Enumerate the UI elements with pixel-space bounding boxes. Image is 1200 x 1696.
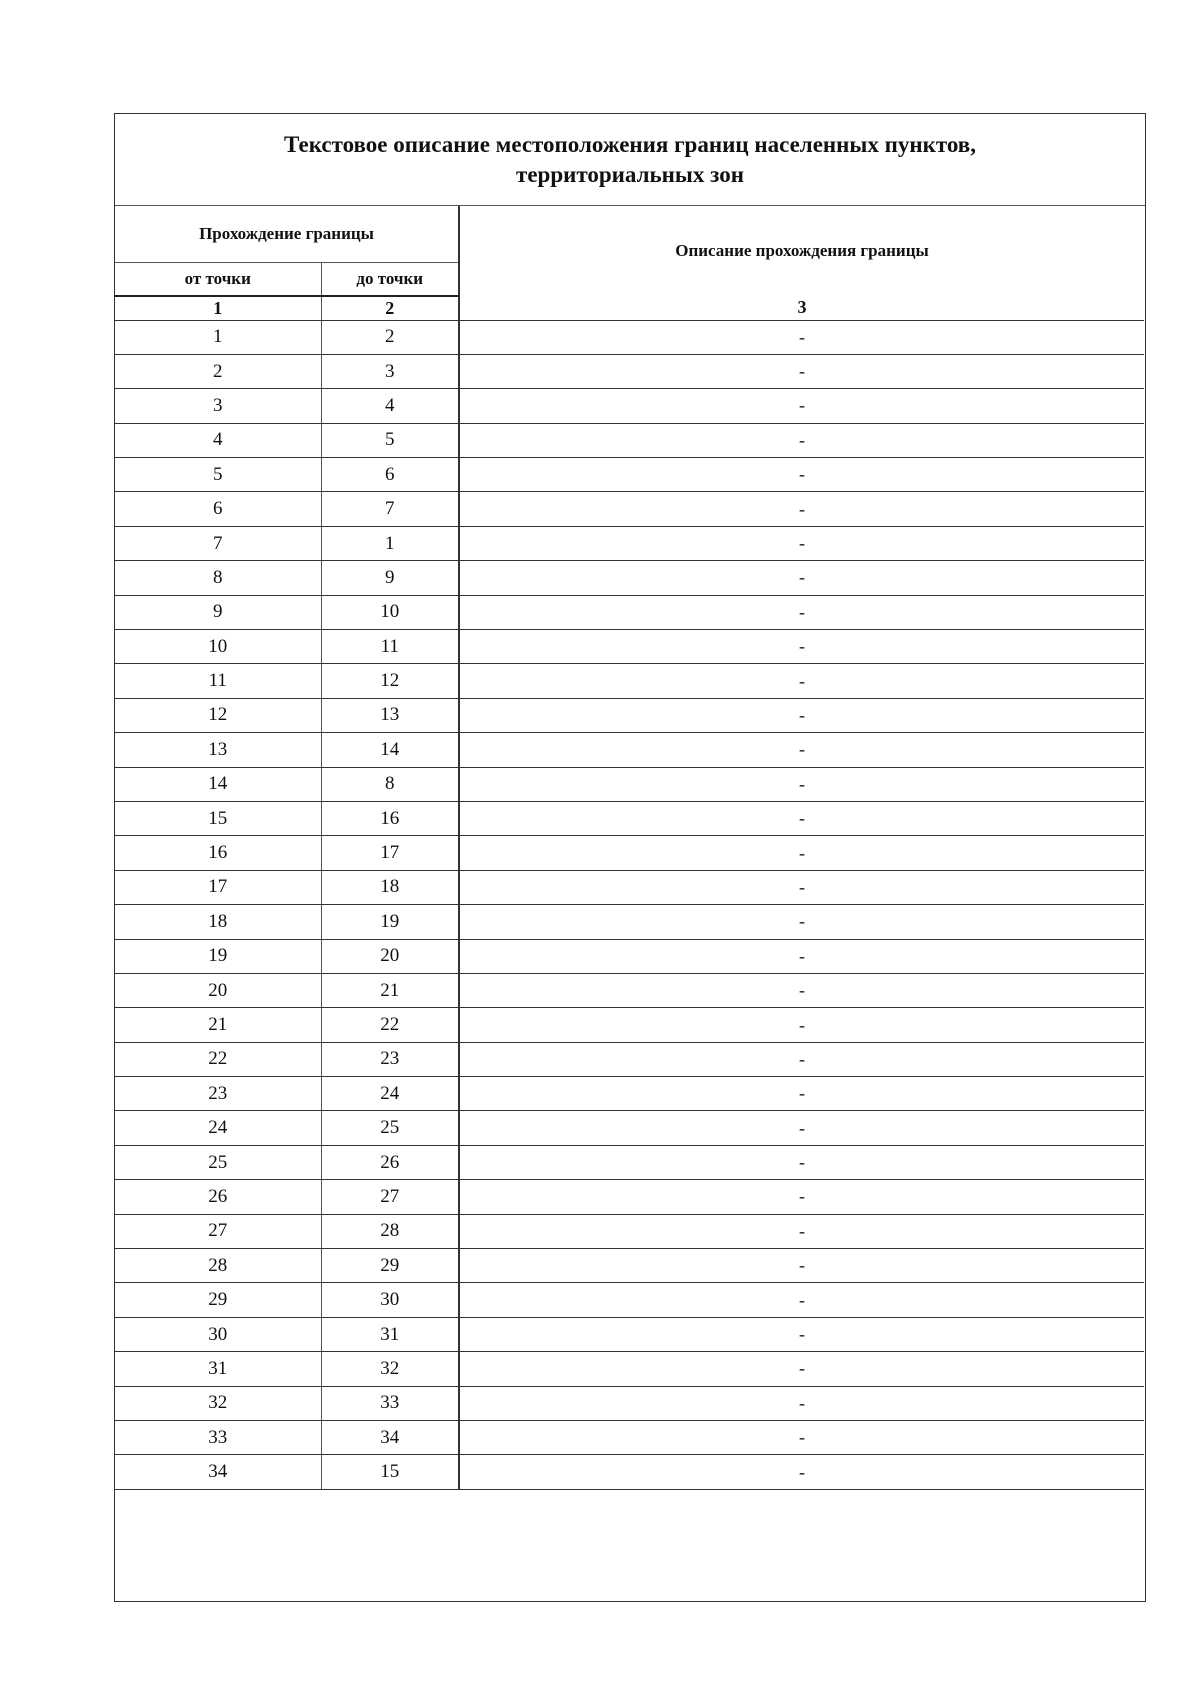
from-point-cell: 22: [115, 1042, 321, 1076]
to-point-cell: 3: [321, 354, 459, 388]
table-row: [115, 458, 1144, 492]
table-row: [115, 561, 1144, 595]
from-point-cell: 20: [115, 973, 321, 1007]
description-cell: -: [459, 836, 1144, 870]
table-row: [115, 1283, 1144, 1317]
description-cell: -: [459, 767, 1144, 801]
table-row: [115, 767, 1144, 801]
from-point-cell: 32: [115, 1386, 321, 1420]
from-point-cell: 24: [115, 1111, 321, 1145]
description-cell: -: [459, 939, 1144, 973]
from-point-cell: 18: [115, 905, 321, 939]
to-point-cell: 13: [321, 698, 459, 732]
table-row: [115, 630, 1144, 664]
table-row: [115, 1249, 1144, 1283]
table-body: [115, 320, 1144, 1489]
description-cell: -: [459, 801, 1144, 835]
table-row: [115, 389, 1144, 423]
description-cell: -: [459, 389, 1144, 423]
to-point-cell: 31: [321, 1317, 459, 1351]
description-cell: -: [459, 905, 1144, 939]
table-row: [115, 1042, 1144, 1076]
from-point-cell: 25: [115, 1145, 321, 1179]
to-point-cell: 29: [321, 1249, 459, 1283]
from-point-cell: 33: [115, 1421, 321, 1455]
from-point-cell: 6: [115, 492, 321, 526]
from-point-cell: 7: [115, 526, 321, 560]
table-row: [115, 595, 1144, 629]
to-point-cell: 25: [321, 1111, 459, 1145]
description-cell: -: [459, 561, 1144, 595]
from-point-cell: 34: [115, 1455, 321, 1489]
table-row: [115, 423, 1144, 457]
from-point-cell: 13: [115, 733, 321, 767]
column-number-1: 1: [115, 296, 321, 320]
to-point-cell: 1: [321, 526, 459, 560]
boundary-table: [115, 206, 1144, 1490]
from-point-cell: 1: [115, 320, 321, 354]
table-row: [115, 836, 1144, 870]
table-row: [115, 1352, 1144, 1386]
to-point-cell: 20: [321, 939, 459, 973]
header-from-point: от точки: [115, 262, 321, 296]
description-cell: -: [459, 698, 1144, 732]
from-point-cell: 30: [115, 1317, 321, 1351]
table-row: [115, 354, 1144, 388]
description-cell: -: [459, 1386, 1144, 1420]
table-row: [115, 492, 1144, 526]
table-row: [115, 698, 1144, 732]
from-point-cell: 29: [115, 1283, 321, 1317]
to-point-cell: 27: [321, 1180, 459, 1214]
table-row: [115, 1077, 1144, 1111]
to-point-cell: 18: [321, 870, 459, 904]
column-number-row: [115, 296, 1144, 320]
table-row: [115, 1214, 1144, 1248]
title-line-2: территориальных зон: [516, 161, 744, 187]
from-point-cell: 17: [115, 870, 321, 904]
to-point-cell: 16: [321, 801, 459, 835]
header-description: Описание прохождения границы: [675, 241, 929, 260]
description-cell: -: [459, 354, 1144, 388]
table-row: [115, 905, 1144, 939]
table-row: [115, 1386, 1144, 1420]
from-point-cell: 5: [115, 458, 321, 492]
table-row: [115, 801, 1144, 835]
to-point-cell: 26: [321, 1145, 459, 1179]
to-point-cell: 15: [321, 1455, 459, 1489]
table-row: [115, 973, 1144, 1007]
table-row: [115, 1317, 1144, 1351]
from-point-cell: 14: [115, 767, 321, 801]
to-point-cell: 34: [321, 1421, 459, 1455]
description-cell: -: [459, 733, 1144, 767]
header-to-point: до точки: [321, 262, 459, 296]
to-point-cell: 33: [321, 1386, 459, 1420]
to-point-cell: 21: [321, 973, 459, 1007]
to-point-cell: 11: [321, 630, 459, 664]
to-point-cell: 4: [321, 389, 459, 423]
description-cell: -: [459, 1042, 1144, 1076]
from-point-cell: 27: [115, 1214, 321, 1248]
to-point-cell: 9: [321, 561, 459, 595]
description-cell: -: [459, 1421, 1144, 1455]
from-point-cell: 23: [115, 1077, 321, 1111]
from-point-cell: 19: [115, 939, 321, 973]
from-point-cell: 31: [115, 1352, 321, 1386]
description-cell: -: [459, 526, 1144, 560]
description-cell: -: [459, 973, 1144, 1007]
description-cell: -: [459, 458, 1144, 492]
description-cell: -: [459, 630, 1144, 664]
table-row: [115, 526, 1144, 560]
description-cell: -: [459, 492, 1144, 526]
to-point-cell: 2: [321, 320, 459, 354]
column-number-3: 3: [459, 296, 1144, 320]
description-cell: -: [459, 1455, 1144, 1489]
description-cell: -: [459, 1283, 1144, 1317]
description-cell: -: [459, 1317, 1144, 1351]
table-row: [115, 870, 1144, 904]
description-cell: -: [459, 320, 1144, 354]
description-cell: -: [459, 1352, 1144, 1386]
from-point-cell: 3: [115, 389, 321, 423]
table-row: [115, 1455, 1144, 1489]
from-point-cell: 28: [115, 1249, 321, 1283]
header-boundary-passage: Прохождение границы: [115, 206, 459, 262]
from-point-cell: 2: [115, 354, 321, 388]
from-point-cell: 21: [115, 1008, 321, 1042]
table-row: [115, 1145, 1144, 1179]
description-cell: -: [459, 423, 1144, 457]
column-number-2: 2: [321, 296, 459, 320]
from-point-cell: 9: [115, 595, 321, 629]
from-point-cell: 15: [115, 801, 321, 835]
to-point-cell: 12: [321, 664, 459, 698]
table-row: [115, 1421, 1144, 1455]
to-point-cell: 24: [321, 1077, 459, 1111]
table-row: [115, 1111, 1144, 1145]
table-row: [115, 1008, 1144, 1042]
table-row: [115, 733, 1144, 767]
from-point-cell: 11: [115, 664, 321, 698]
from-point-cell: 8: [115, 561, 321, 595]
description-cell: -: [459, 1145, 1144, 1179]
to-point-cell: 5: [321, 423, 459, 457]
description-cell: -: [459, 1180, 1144, 1214]
from-point-cell: 4: [115, 423, 321, 457]
to-point-cell: 7: [321, 492, 459, 526]
table-row: [115, 664, 1144, 698]
to-point-cell: 28: [321, 1214, 459, 1248]
to-point-cell: 30: [321, 1283, 459, 1317]
to-point-cell: 22: [321, 1008, 459, 1042]
table-row: [115, 1180, 1144, 1214]
document-sheet: [114, 113, 1146, 1602]
to-point-cell: 32: [321, 1352, 459, 1386]
description-cell: -: [459, 1077, 1144, 1111]
from-point-cell: 16: [115, 836, 321, 870]
title-line-1: Текстовое описание местоположения границ населенных пунктов,: [284, 131, 976, 157]
description-cell: -: [459, 1249, 1144, 1283]
to-point-cell: 17: [321, 836, 459, 870]
from-point-cell: 26: [115, 1180, 321, 1214]
to-point-cell: 8: [321, 767, 459, 801]
from-point-cell: 10: [115, 630, 321, 664]
to-point-cell: 14: [321, 733, 459, 767]
to-point-cell: 23: [321, 1042, 459, 1076]
table-row: [115, 320, 1144, 354]
description-cell: -: [459, 870, 1144, 904]
description-cell: -: [459, 595, 1144, 629]
description-cell: -: [459, 1111, 1144, 1145]
table-row: [115, 939, 1144, 973]
description-cell: -: [459, 1214, 1144, 1248]
from-point-cell: 12: [115, 698, 321, 732]
to-point-cell: 10: [321, 595, 459, 629]
document-title: [115, 114, 1145, 206]
description-cell: -: [459, 1008, 1144, 1042]
to-point-cell: 6: [321, 458, 459, 492]
description-cell: -: [459, 664, 1144, 698]
to-point-cell: 19: [321, 905, 459, 939]
